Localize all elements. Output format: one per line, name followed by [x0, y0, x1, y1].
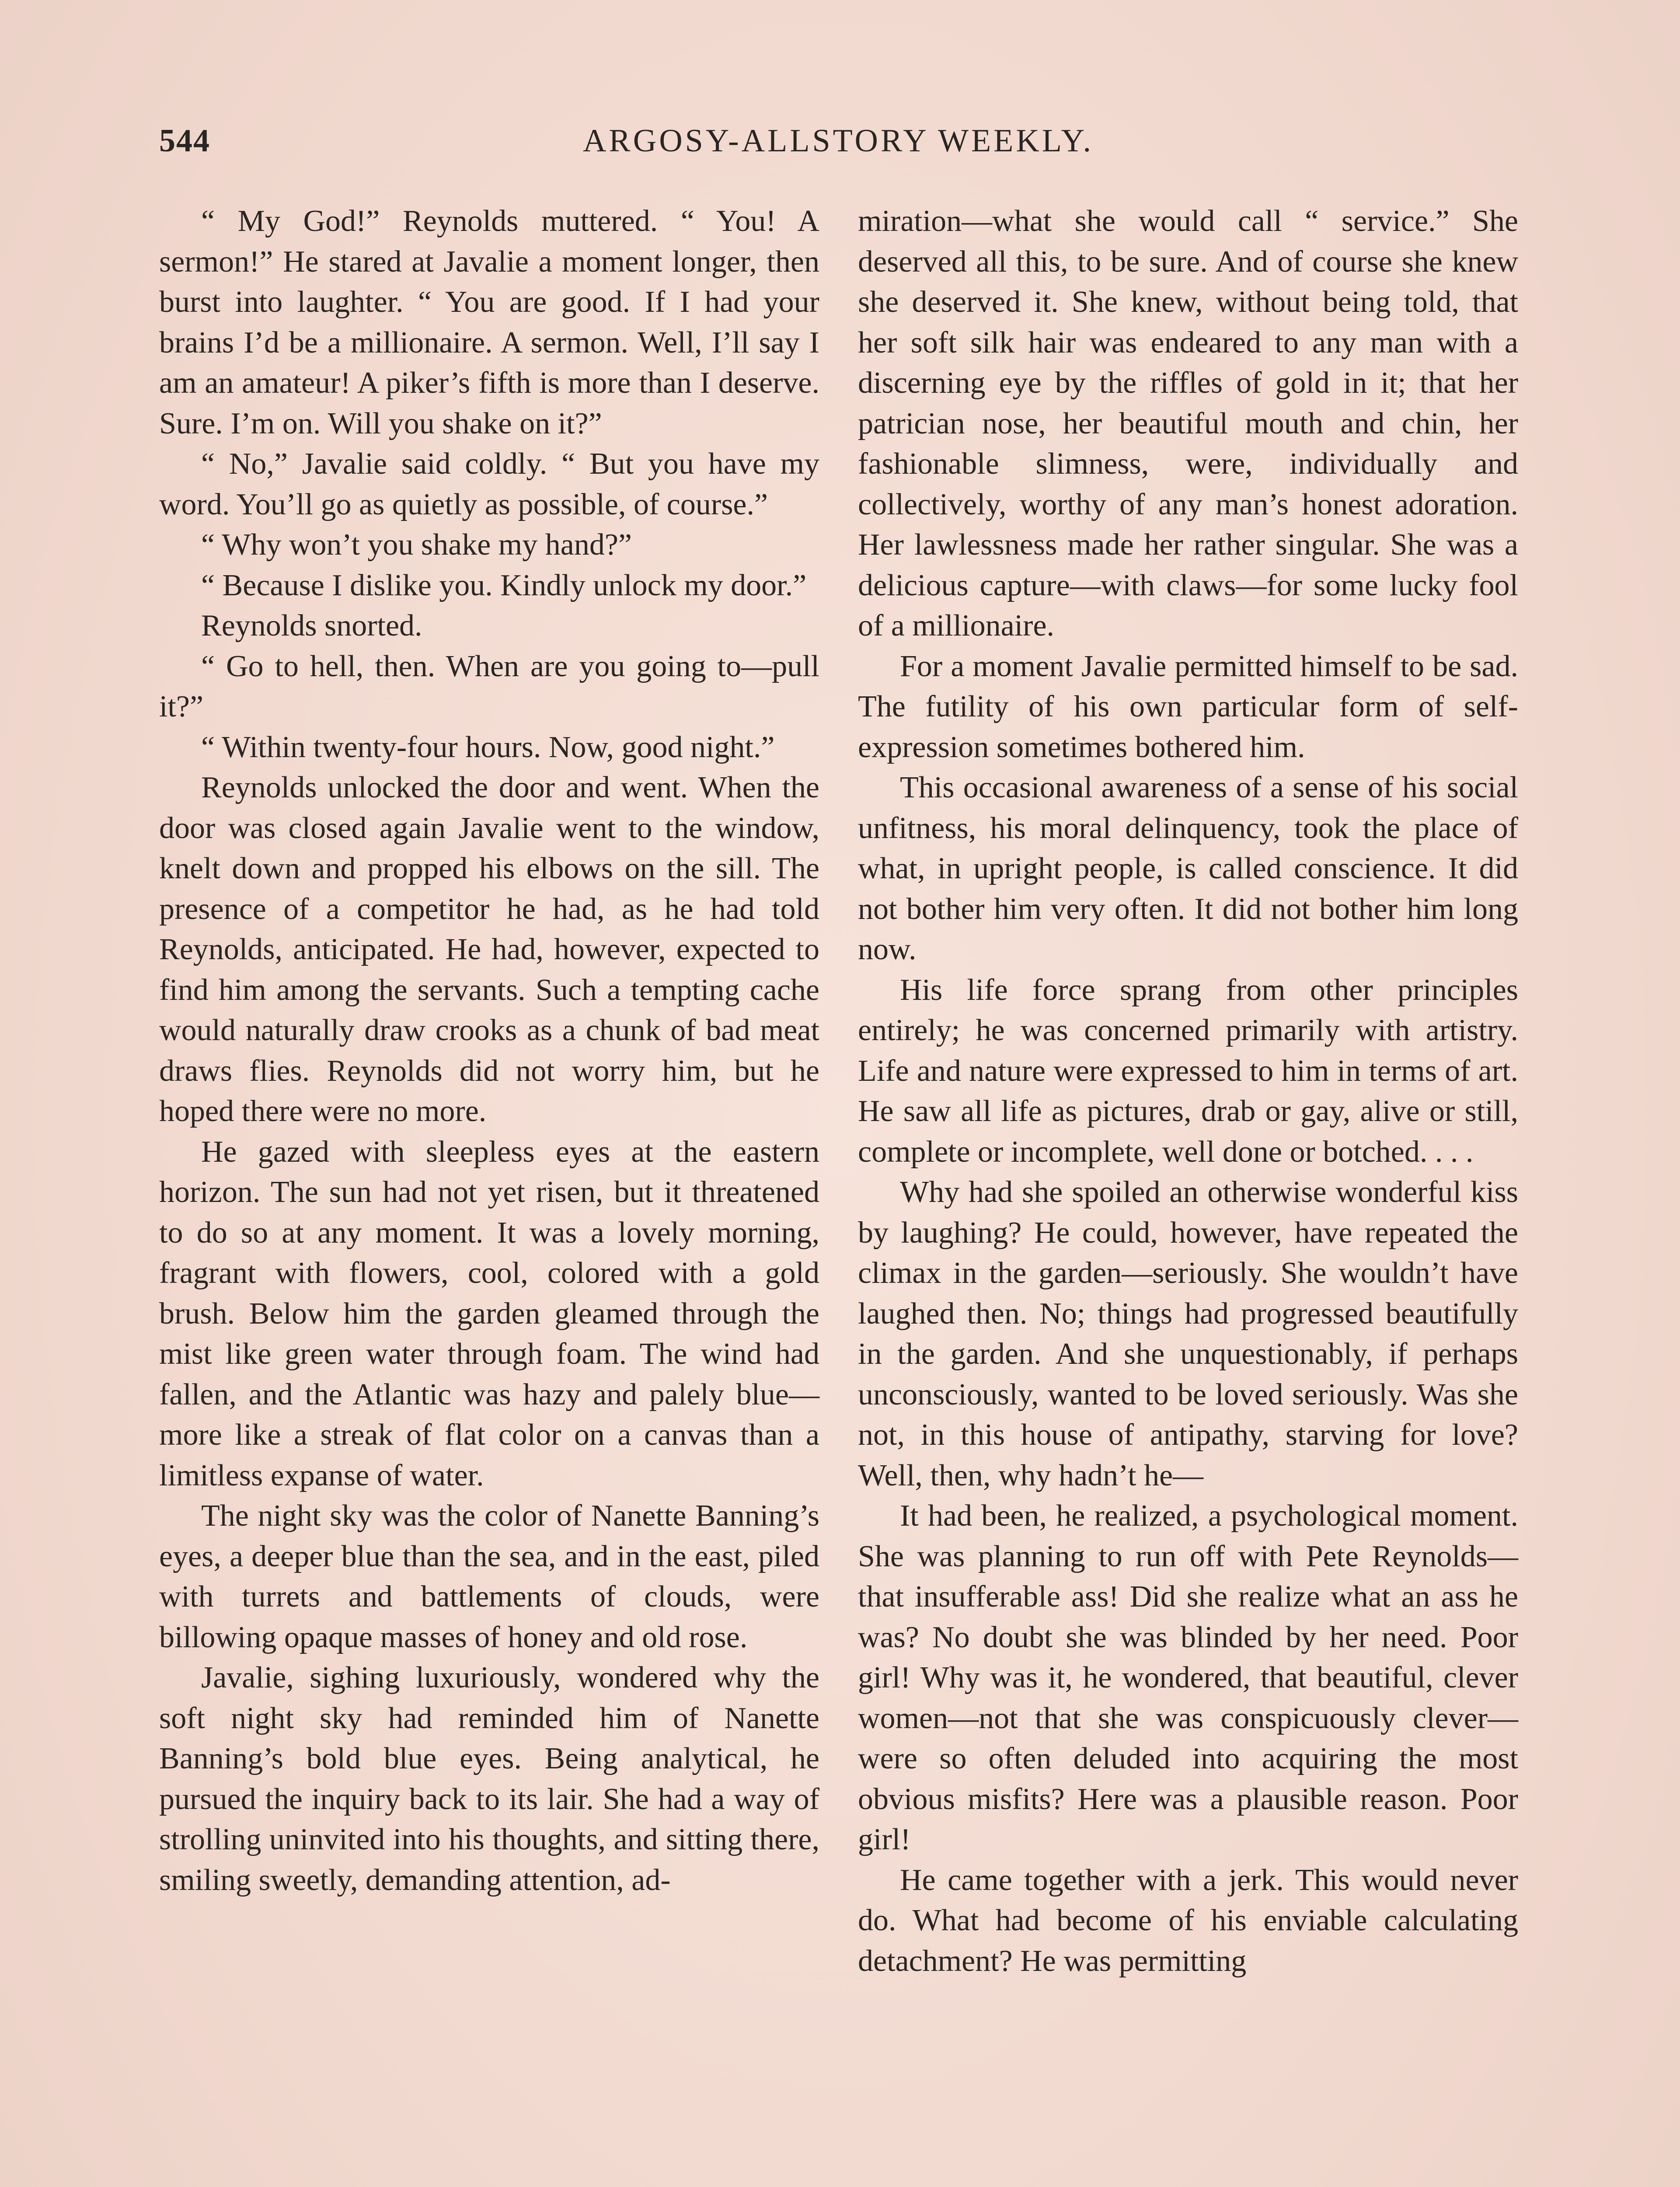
paragraph: Reynolds unlocked the door and went. When the door was closed again Javalie went to the window, knelt down and propped his elbows on the sill. The presence of a competitor he had, as he had told Reynolds, anticipated. He had, however, expected to find him among the servants. Such a tempting cache would naturally draw crooks as a chunk of bad meat draws flies. Reynolds did not worry him, but he hoped there were no more. — [159, 771, 819, 1128]
paragraph: “ Go to hell, then. When are you going to—pull it?” — [159, 649, 819, 723]
paragraph: “ Within twenty-four hours. Now, good night.” — [201, 730, 775, 764]
text-column-right — [858, 201, 1518, 1981]
paragraph: It had been, he realized, a psychological moment. She was planning to run off with Pete Reynolds—that insufferable ass! Did she realize what an ass he was? No doubt she was blinded by her need. Poor girl! Why was it, he wondered, that beautiful, clever women—not that she was conspicuously clever—were so often deluded into acquiring the most obvious misfits? Here was a plausible reason. Poor girl! — [858, 1499, 1518, 1856]
paragraph: “ Why won’t you shake my hand?” — [201, 528, 632, 562]
paragraph-continued: miration—what she would call “ service.” She deserved all this, to be sure. And of course she knew she deserved it. She knew, without being told, that her soft silk hair was endeared to any man with a discerning eye by the riffles of gold in it; that her patrician nose, her beautiful mouth and chin, her fashionable slimness, were, individually and collectively, worthy of any man’s honest adoration. Her lawlessness made her rather singular. She was a delicious capture—with claws—for some lucky fool of a millionaire. — [858, 204, 1518, 643]
paragraph: He gazed with sleepless eyes at the eastern horizon. The sun had not yet risen, but it threatened to do so at any moment. It was a lovely morning, fragrant with flowers, cool, colored with a gold brush. Below him the garden gleamed through the mist like green water through foam. The wind had fallen, and the Atlantic was hazy and palely blue—more like a streak of flat color on a canvas than a limitless expanse of water. — [159, 1135, 819, 1492]
paragraph: Reynolds snorted. — [201, 609, 422, 643]
paragraph: This occasional awareness of a sense of his social unfitness, his moral delinquency, took the place of what, in upright people, is called conscience. It did not bother him very often. It did not bother him long now. — [858, 771, 1518, 966]
page-header — [159, 122, 1517, 175]
paragraph: For a moment Javalie permitted himself to be sad. The futility of his own particular form of self-expression sometimes bothered him. — [858, 649, 1518, 764]
paragraph: The night sky was the color of Nanette Banning’s eyes, a deeper blue than the sea, and in the east, piled with turrets and battlements of clouds, were billowing opaque masses of honey and old rose. — [159, 1499, 819, 1654]
paragraph: Why had she spoiled an otherwise wonderful kiss by laughing? He could, however, have repeated the climax in the garden—seriously. She wouldn’t have laughed then. No; things had progressed beautifully in the garden. And she unquestionably, if perhaps unconsciously, wanted to be loved seriously. Was she not, in this house of antipathy, starving for love? Well, then, why hadn’t he— — [858, 1175, 1518, 1492]
paragraph: He came together with a jerk. This would never do. What had become of his enviable calculating detachment? He was permitting — [858, 1863, 1518, 1978]
text-column-left — [159, 201, 819, 1901]
running-title: ARGOSY-ALLSTORY WEEKLY. — [582, 123, 1094, 159]
paragraph: “ My God!” Reynolds muttered. “ You! A sermon!” He stared at Javalie a moment longer, then burst into laughter. “ You are good. If I had your brains I’d be a millionaire. A sermon. Well, I’ll say I am an amateur! A piker’s fifth is more than I deserve. Sure. I’m on. Will you shake on it?” — [159, 204, 819, 440]
paragraph: “ Because I dislike you. Kindly unlock my door.” — [201, 568, 807, 602]
page-number: 544 — [159, 123, 210, 159]
paragraph: “ No,” Javalie said coldly. “ But you have my word. You’ll go as quietly as possible, of course.” — [159, 447, 819, 521]
paragraph: Javalie, sighing luxuriously, wondered why the soft night sky had reminded him of Nanette Banning’s bold blue eyes. Being analytical, he pursued the inquiry back to its lair. She had a way of strolling uninvited into his thoughts, and sitting there, smiling sweetly, demanding attention, ad- — [159, 1661, 819, 1897]
paragraph: His life force sprang from other principles entirely; he was concerned primarily with artistry. Life and nature were expressed to him in terms of art. He saw all life as pictures, drab or gay, alive or still, complete or incomplete, well done or botched. . . . — [858, 973, 1518, 1169]
